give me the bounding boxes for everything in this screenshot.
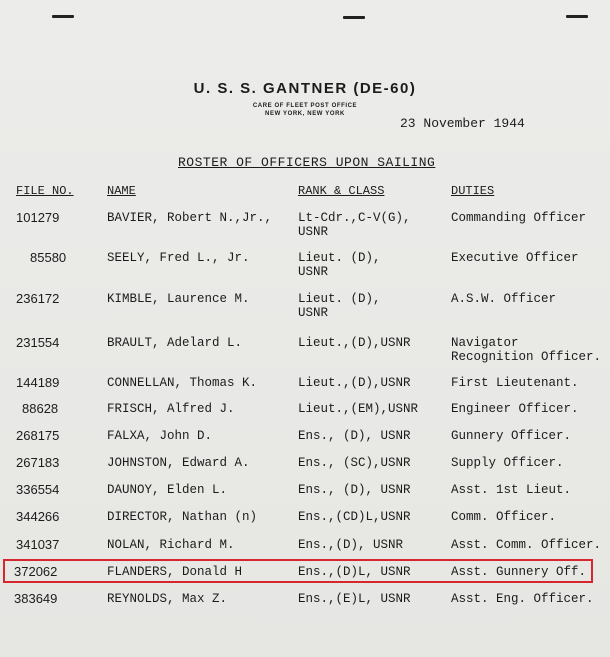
file-number-cell: 383649: [14, 591, 58, 606]
name-cell: FLANDERS, Donald H: [107, 565, 243, 579]
file-number-cell: 88628: [22, 401, 59, 416]
file-number-cell: 344266: [16, 509, 60, 524]
name-cell: NOLAN, Richard M.: [107, 538, 235, 552]
staple-mark-right: [566, 15, 588, 18]
file-number-cell: 101279: [16, 210, 60, 225]
rank-class-cell: Lieut. (D), USNR: [298, 292, 381, 320]
name-cell: BRAULT, Adelard L.: [107, 336, 243, 350]
file-number-cell: 341037: [16, 537, 60, 552]
rank-class-cell: Lieut.,(D),USNR: [298, 336, 411, 350]
name-cell: FRISCH, Alfred J.: [107, 402, 235, 416]
file-number-cell: 268175: [16, 428, 60, 443]
highlight-box: [3, 559, 593, 583]
rank-class-cell: Ens., (SC),USNR: [298, 456, 411, 470]
address-line-1: CARE OF FLEET POST OFFICE: [252, 103, 358, 109]
duties-cell: Engineer Officer.: [451, 402, 579, 416]
document-date: 23 November 1944: [400, 116, 525, 131]
file-number-cell: 144189: [16, 375, 60, 390]
name-cell: BAVIER, Robert N.,Jr.,: [107, 211, 273, 225]
duties-cell: Asst. Eng. Officer.: [451, 592, 594, 606]
name-cell: REYNOLDS, Max Z.: [107, 592, 228, 606]
address-line-2: NEW YORK, NEW YORK: [265, 111, 345, 117]
duties-cell: Asst. Gunnery Off.: [451, 565, 587, 579]
rank-class-cell: Lieut.,(EM),USNR: [298, 402, 419, 416]
file-number-cell: 336554: [16, 482, 60, 497]
roster-title: ROSTER OF OFFICERS UPON SAILING: [178, 155, 436, 170]
file-number-cell: 231554: [16, 335, 60, 350]
rank-class-cell: Lieut.,(D),USNR: [298, 376, 411, 390]
ship-title: U. S. S. GANTNER (DE-60): [193, 80, 417, 97]
rank-class-cell: Lieut. (D), USNR: [298, 251, 381, 279]
rank-class-cell: Ens., (D), USNR: [298, 483, 411, 497]
duties-cell: Asst. 1st Lieut.: [451, 483, 572, 497]
name-cell: FALXA, John D.: [107, 429, 213, 443]
rank-class-cell: Lt-Cdr.,C-V(G), USNR: [298, 211, 411, 239]
duties-cell: Supply Officer.: [451, 456, 564, 470]
duties-cell: Gunnery Officer.: [451, 429, 572, 443]
name-cell: CONNELLAN, Thomas K.: [107, 376, 258, 390]
rank-class-cell: Ens.,(D), USNR: [298, 538, 404, 552]
duties-cell: A.S.W. Officer: [451, 292, 557, 306]
rank-class-cell: Ens.,(E)L, USNR: [298, 592, 411, 606]
duties-cell: Asst. Comm. Officer.: [451, 538, 602, 552]
duties-cell: Comm. Officer.: [451, 510, 557, 524]
name-cell: DIRECTOR, Nathan (n): [107, 510, 258, 524]
duties-cell: Commanding Officer: [451, 211, 587, 225]
file-number-cell: 267183: [16, 455, 60, 470]
name-cell: DAUNOY, Elden L.: [107, 483, 228, 497]
duties-cell: Executive Officer: [451, 251, 579, 265]
file-number-cell: 85580: [30, 250, 67, 265]
name-cell: KIMBLE, Laurence M.: [107, 292, 250, 306]
staple-mark-left: [52, 15, 74, 18]
rank-class-cell: Ens.,(D)L, USNR: [298, 565, 411, 579]
name-cell: JOHNSTON, Edward A.: [107, 456, 250, 470]
column-header-file: FILE NO.: [16, 184, 74, 198]
column-header-rank: RANK & CLASS: [298, 184, 385, 198]
column-header-duties: DUTIES: [451, 184, 495, 198]
duties-cell: Navigator Recognition Officer.: [451, 336, 602, 364]
file-number-cell: 372062: [14, 564, 58, 579]
name-cell: SEELY, Fred L., Jr.: [107, 251, 250, 265]
rank-class-cell: Ens., (D), USNR: [298, 429, 411, 443]
duties-cell: First Lieutenant.: [451, 376, 579, 390]
file-number-cell: 236172: [16, 291, 60, 306]
rank-class-cell: Ens.,(CD)L,USNR: [298, 510, 411, 524]
staple-mark-center: [343, 16, 365, 19]
column-header-name: NAME: [107, 184, 136, 198]
